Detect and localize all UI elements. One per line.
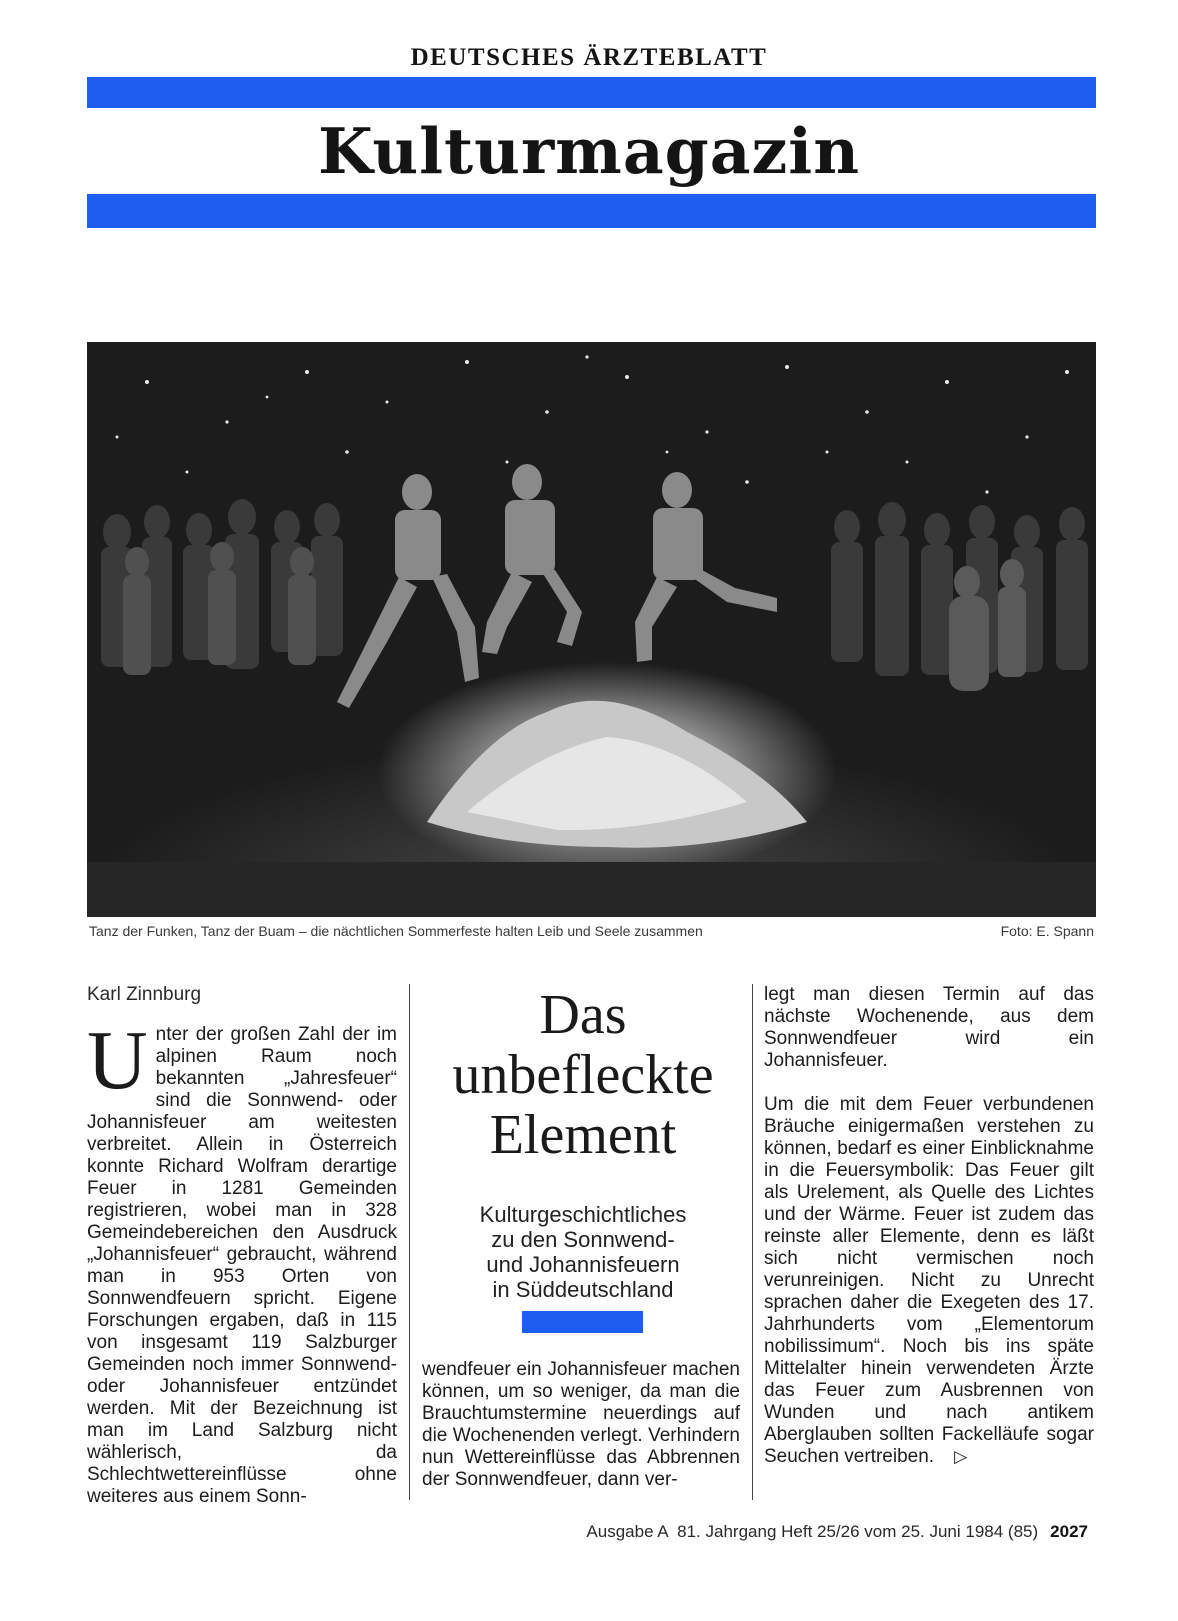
issue-info: Ausgabe A 81. Jahrgang Heft 25/26 vom 25. Juni 1984 (85) — [586, 1522, 1039, 1541]
continue-arrow-icon: ▷ — [954, 1447, 968, 1466]
page-footer — [0, 1522, 1088, 1542]
photo-caption: Tanz der Funken, Tanz der Buam – die nächtlichen Sommerfeste halten Leib und Seele zusammen — [89, 923, 703, 939]
article-photo — [87, 342, 1096, 917]
column-2-text: wendfeuer ein Johannisfeuer machen können, um so weniger, da man die Brauchtumstermine neuerdings auf die Wochenenden verlegt. Verhindern nun Wettereinflüsse das Abbrennen der Sonnwendfeuer, dann ver- — [422, 1359, 740, 1490]
header-blue-bar-bottom — [87, 194, 1096, 228]
title-line: unbefleckte — [452, 1044, 714, 1106]
article-title — [418, 985, 748, 1165]
photo-credit: Foto: E. Spann — [1000, 923, 1094, 939]
subtitle-line: in Süddeutschland — [492, 1277, 674, 1302]
masthead: DEUTSCHES ÄRZTEBLATT — [410, 44, 768, 71]
column-divider-left — [409, 984, 410, 1500]
subtitle-line: und Johannisfeuern — [486, 1252, 680, 1277]
article-subtitle — [418, 1202, 748, 1302]
article-column-1 — [87, 1014, 397, 1508]
article-column-3 — [764, 984, 1094, 1468]
photo-caption-row — [87, 923, 1096, 943]
column-1-text: nter der großen Zahl der im alpinen Raum noch bekannten „Jahresfeuer“ sind die Sonnwend- oder Johannisfeuer am weitesten verbreitet. Allein in Österreich konnte Richard Wolfram derartige Feuer in 1281 Gemeinden registrieren, wobei man in 328 Gemeindebereichen den Ausdruck „Johannisfeuer“ gebraucht, während man in 953 Orten von Sonnwendfeuern spricht. Eigene Forschungen ergaben, daß in 115 von insgesamt 119 Salzburger Gemeinden noch immer Sonnwend- oder Johannisfeuer entzündet werden. Mit der Bezeichnung ist man im Land Salzburg nicht wählerisch, da Schlechtwettereinflüsse ohne weiteres aus einem Sonn- — [87, 1024, 397, 1507]
article-column-2 — [422, 1359, 740, 1491]
column-divider-right — [752, 984, 753, 1500]
subtitle-line: zu den Sonnwend- — [491, 1227, 675, 1252]
page-number: 2027 — [1050, 1522, 1088, 1541]
title-line: Element — [489, 1104, 677, 1166]
author-name: Karl Zinnburg — [87, 984, 202, 1005]
header-blue-bar-top — [87, 77, 1096, 108]
title-line: Das — [539, 984, 627, 1046]
drop-cap: U — [87, 1014, 148, 1107]
column-3-paragraph-1: legt man diesen Termin auf das nächste Wochenende, aus dem Sonnwendfeuer wird ein Johannisfeuer. — [764, 984, 1094, 1071]
photo-illustration — [87, 342, 1096, 917]
subtitle-blue-bar — [522, 1311, 643, 1333]
subtitle-line: Kulturgeschichtliches — [479, 1202, 687, 1227]
section-title: Kulturmagazin — [317, 114, 861, 188]
column-3-paragraph-2: Um die mit dem Feuer verbundenen Bräuche einigermaßen verstehen zu können, bedarf es einer Einblicknahme in die Feuersymbolik: Das Feuer gilt als Urelement, als Quelle des Lichtes und der Wärme. Feuer ist zudem das reinste aller Elemente, denn es läßt sich nicht vermischen noch verunreinigen. Nicht zu Unrecht sprachen daher die Exegeten des 17. Jahrhunderts vom „Elementorum nobilissimum“. Noch bis ins späte Mittelalter hinein verwendeten Ärzte das Feuer zum Ausbrennen von Wunden und nach antikem Aberglauben sollten Fackelläufe sogar Seuchen vertreiben. — [764, 1094, 1094, 1467]
